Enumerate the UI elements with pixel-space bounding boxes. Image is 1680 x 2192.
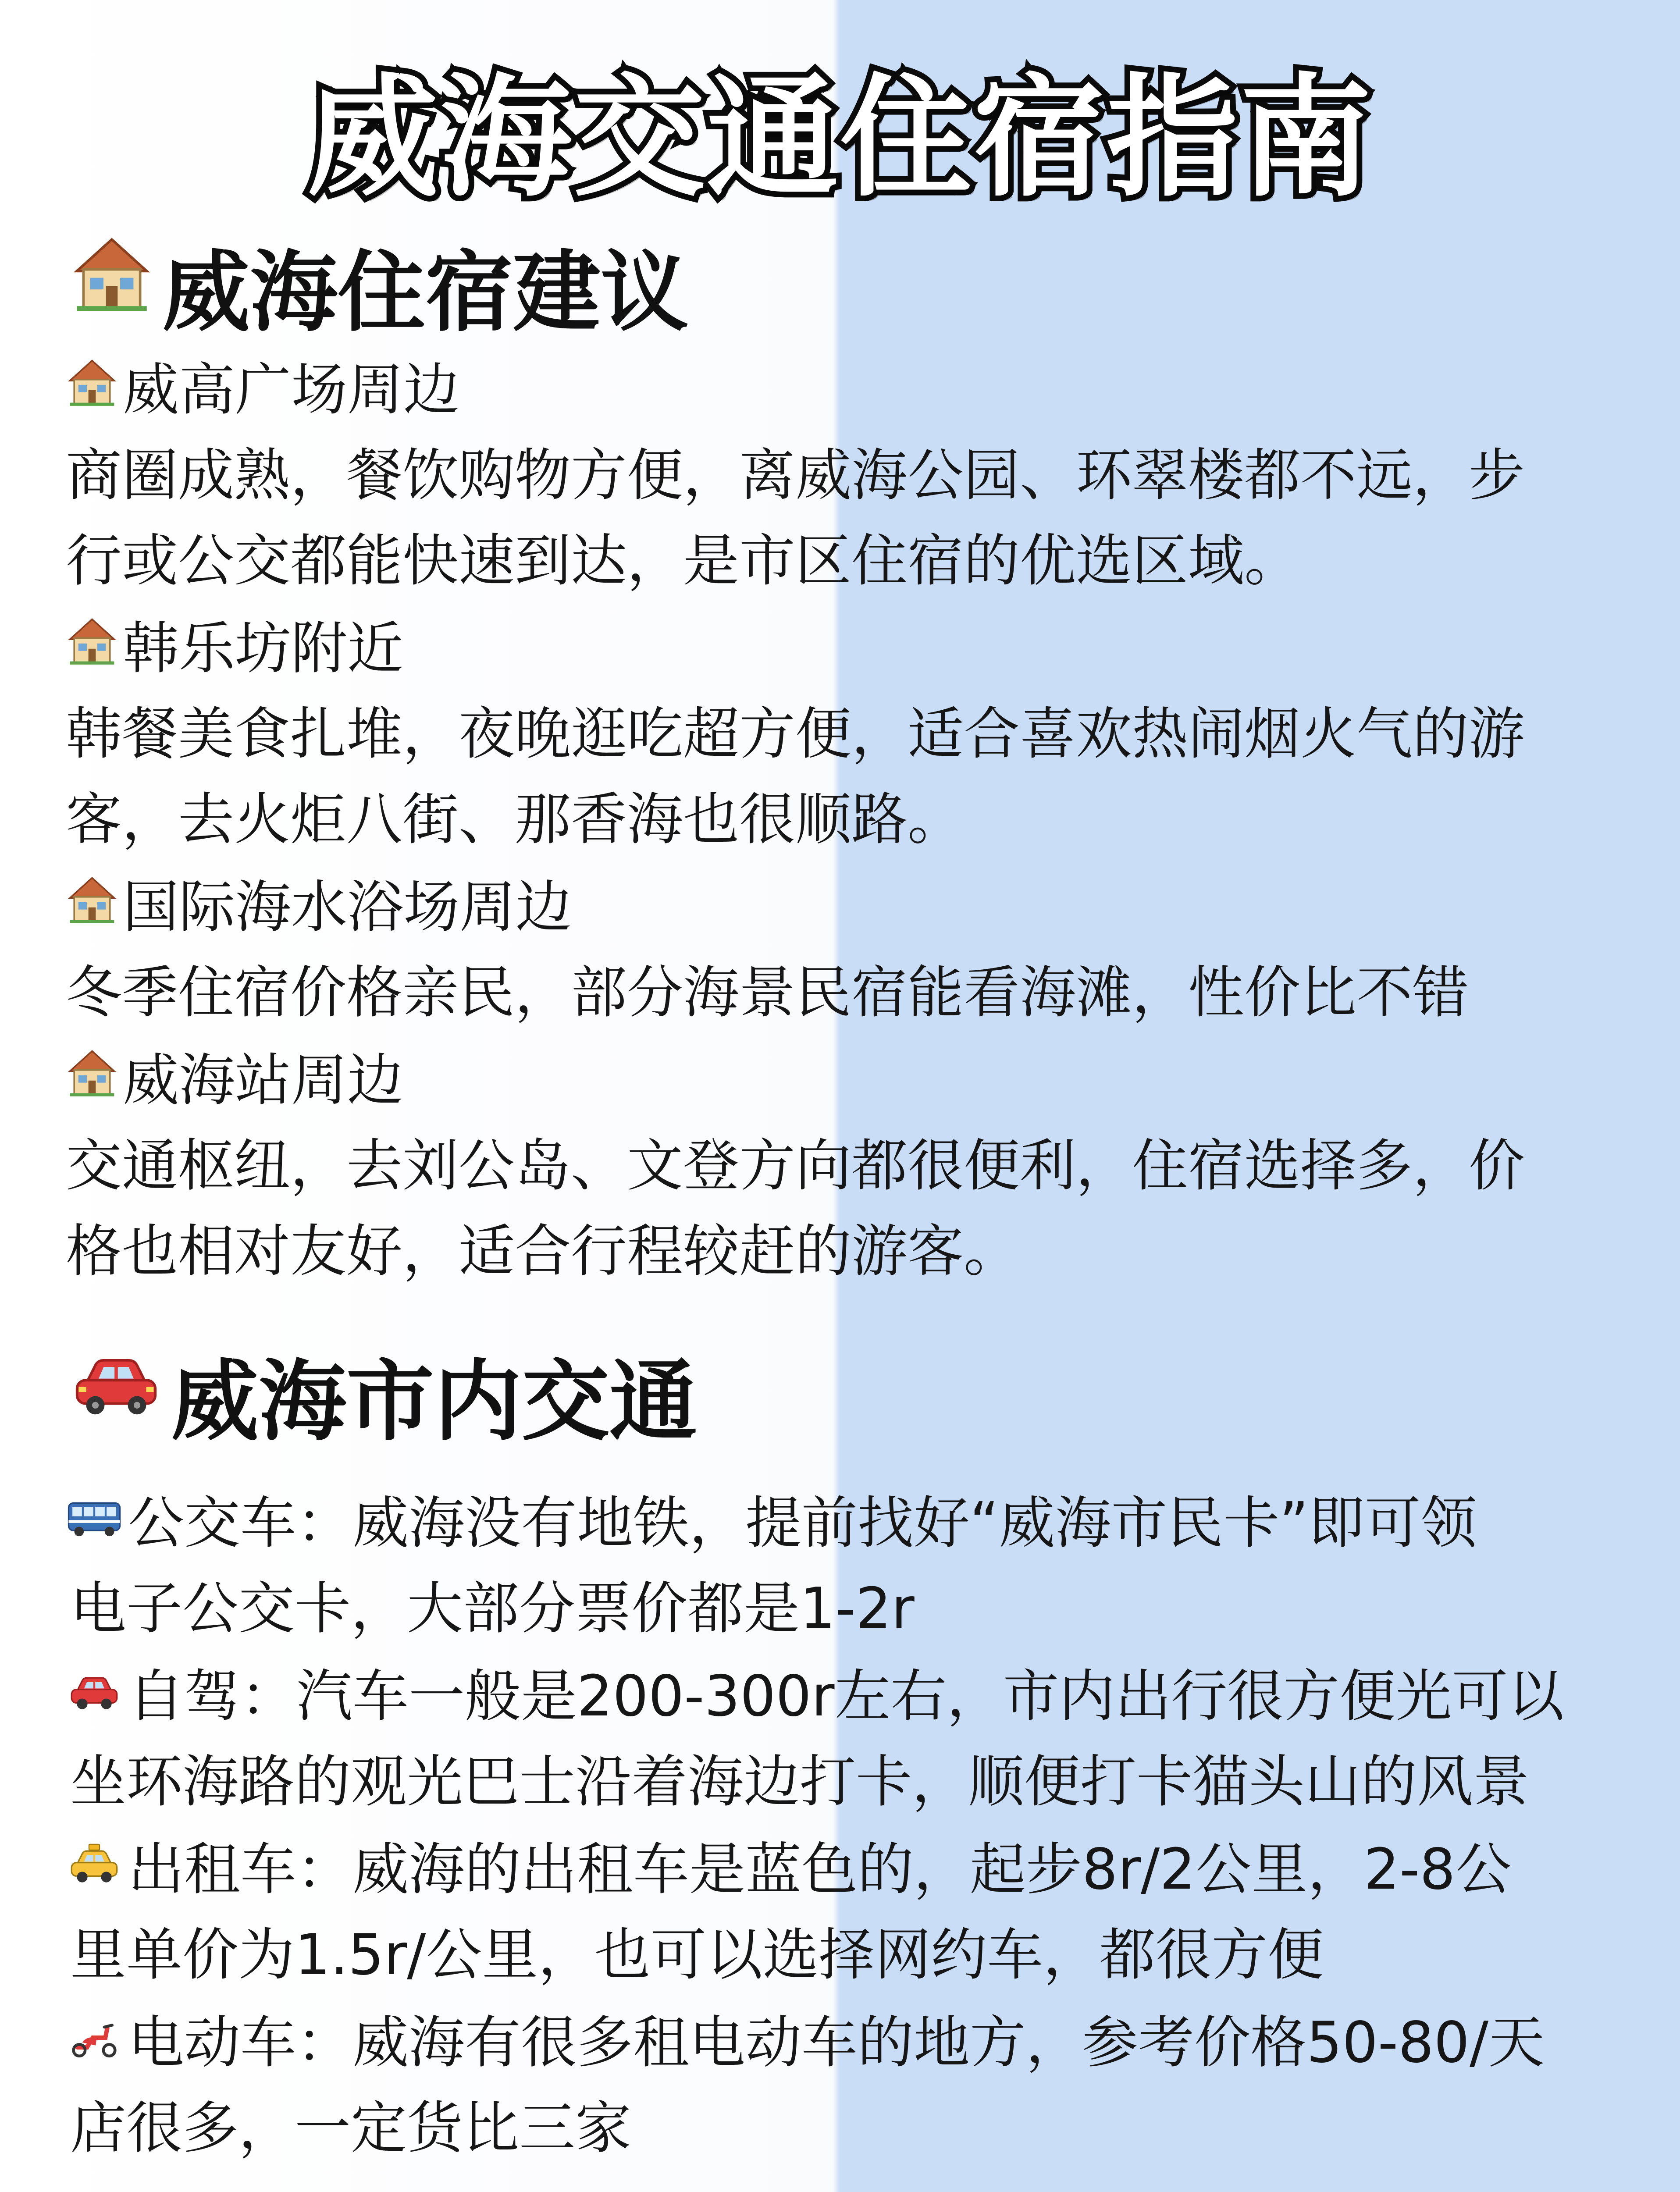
transport-taxi-text: 出租车：威海的出租车是蓝色的，起步8r/2公里，2-8公 bbox=[128, 1837, 1512, 1902]
transport-taxi bbox=[66, 1828, 1512, 1911]
area-description: 冬季住宿价格亲民，部分海景民宿能看海滩，性价比不错 bbox=[66, 960, 1469, 1025]
transport-taxi-text-cont: 里单价为1.5r/公里，也可以选择网约车，都很方便 bbox=[70, 1922, 1324, 1988]
area-hanlefang bbox=[66, 607, 403, 690]
taxi-icon bbox=[66, 1828, 123, 1911]
area-name: 威高广场周边 bbox=[123, 357, 460, 423]
house-icon bbox=[66, 607, 118, 690]
transport-self-drive bbox=[66, 1655, 1564, 1738]
transport-bus-text: 公交车：威海没有地铁，提前找好“威海市民卡”即可领 bbox=[128, 1491, 1477, 1556]
transport-scooter-text: 电动车：威海有很多租电动车的地方，参考价格50-80/天 bbox=[128, 2010, 1545, 2075]
area-description: 行或公交都能快速到达，是市区住宿的优选区域。 bbox=[66, 528, 1301, 594]
area-name: 威海站周边 bbox=[123, 1048, 404, 1113]
transport-scooter-text-cont: 店很多，一定货比三家 bbox=[70, 2096, 632, 2161]
scooter-icon bbox=[66, 2001, 123, 2085]
accommodation-heading bbox=[70, 232, 689, 344]
bus-icon bbox=[66, 1482, 123, 1565]
area-description: 客，去火炬八街、那香海也很顺路。 bbox=[66, 787, 964, 852]
car-icon bbox=[70, 1342, 162, 1446]
area-description: 格也相对友好，适合行程较赶的游客。 bbox=[66, 1219, 1020, 1284]
area-weigao bbox=[66, 349, 459, 432]
area-name: 韩乐坊附近 bbox=[123, 616, 404, 681]
transport-self-drive-text: 自驾：汽车一般是200-300r左右，市内出行很方便光可以 bbox=[128, 1664, 1564, 1729]
area-name: 国际海水浴场周边 bbox=[123, 875, 572, 940]
transport-self-drive-text-cont: 坐环海路的观光巴士沿着海边打卡，顺便打卡猫头山的风景 bbox=[70, 1749, 1530, 1815]
transport-bus bbox=[66, 1482, 1477, 1565]
accommodation-heading-text: 威海住宿建议 bbox=[162, 241, 689, 344]
transport-heading bbox=[70, 1342, 698, 1453]
page-title: 威海交通住宿指南 bbox=[307, 61, 1373, 214]
transport-scooter bbox=[66, 2001, 1545, 2085]
car-icon bbox=[66, 1655, 123, 1738]
area-beach bbox=[66, 866, 572, 949]
house-icon bbox=[66, 866, 118, 949]
area-description: 商圈成熟，餐饮购物方便，离威海公园、环翠楼都不远，步 bbox=[66, 443, 1525, 508]
transport-bus-text-cont: 电子公交卡，大部分票价都是1-2r bbox=[70, 1576, 915, 1641]
transport-heading-text: 威海市内交通 bbox=[171, 1350, 698, 1453]
area-station bbox=[66, 1039, 403, 1122]
house-icon bbox=[66, 1039, 118, 1122]
area-description: 韩餐美食扎堆，夜晚逛吃超方便，适合喜欢热闹烟火气的游 bbox=[66, 701, 1525, 767]
area-description: 交通枢纽，去刘公岛、文登方向都很便利，住宿选择多，价 bbox=[66, 1133, 1525, 1199]
house-icon bbox=[66, 349, 118, 432]
house-icon bbox=[70, 233, 153, 337]
